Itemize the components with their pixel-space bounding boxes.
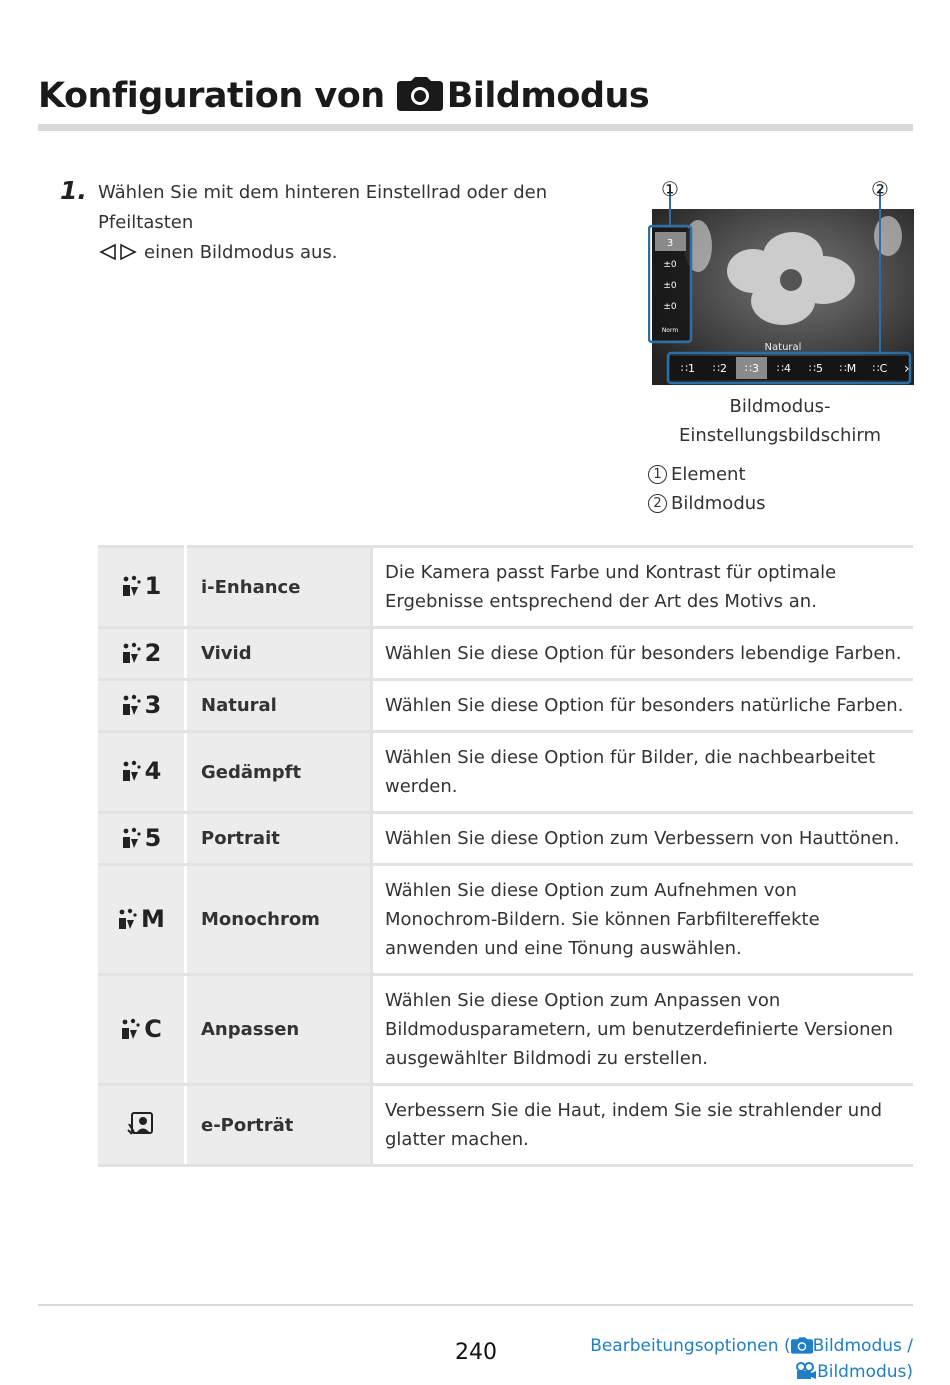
page-number: 240 xyxy=(455,1340,497,1365)
mode-name: Portrait xyxy=(186,813,372,865)
breadcrumb-link[interactable] xyxy=(590,1333,913,1385)
mode-description: Wählen Sie diese Option für Bilder, die nachbearbeitet werden. xyxy=(372,732,914,813)
mode-name: e-Porträt xyxy=(186,1085,372,1166)
page-title-suffix: Bildmodus xyxy=(446,76,650,116)
mode-icon-cell xyxy=(98,813,186,865)
figure-caption-line1: Bildmodus- xyxy=(729,396,831,417)
mode-name: Gedämpft xyxy=(186,732,372,813)
legend-item xyxy=(648,464,746,485)
mode-strip-item[interactable]: ∷1 xyxy=(681,362,695,375)
side-menu-item: ±0 xyxy=(663,281,677,291)
side-menu-item: Norm xyxy=(661,327,679,334)
mode-name: Natural xyxy=(186,680,372,732)
legend-number: 2 xyxy=(648,494,667,513)
camera-icon xyxy=(397,77,443,120)
mode-name: Vivid xyxy=(186,628,372,680)
mode-name: Anpassen xyxy=(186,975,372,1085)
left-right-arrows-icon xyxy=(98,241,138,271)
mode-strip-item[interactable]: ∷4 xyxy=(777,362,791,375)
picture-mode-icon: 1 xyxy=(121,572,162,600)
mode-icon-cell xyxy=(98,732,186,813)
table-row xyxy=(98,628,913,680)
mode-name: i-Enhance xyxy=(186,547,372,628)
mode-icon-cell xyxy=(98,865,186,975)
breadcrumb-prefix: Bearbeitungsoptionen ( xyxy=(590,1336,791,1356)
picture-mode-screen xyxy=(648,176,914,388)
callout-1: ① xyxy=(661,177,679,201)
picture-mode-icon: M xyxy=(117,905,165,933)
legend-number: 1 xyxy=(648,465,667,484)
step-text-line1: Wählen Sie mit dem hinteren Einstellrad oder den Pfeiltasten xyxy=(98,182,548,233)
figure-caption xyxy=(648,392,912,450)
picture-mode-table xyxy=(98,545,913,1167)
mode-icon-cell xyxy=(98,547,186,628)
breadcrumb-line2: Bildmodus) xyxy=(817,1362,913,1382)
picture-mode-icon: 4 xyxy=(121,757,162,785)
chevron-right-icon: › xyxy=(904,361,910,377)
page-title xyxy=(38,76,649,120)
step-text xyxy=(98,178,628,271)
mode-icon-cell xyxy=(98,680,186,732)
mode-strip-item[interactable]: ∷C xyxy=(872,362,888,375)
step-number: 1. xyxy=(60,176,87,205)
mode-description: Verbessern Sie die Haut, indem Sie sie strahlender und glatter machen. xyxy=(372,1085,914,1166)
table-row xyxy=(98,547,913,628)
mode-description: Wählen Sie diese Option zum Anpassen von Bildmodusparametern, um benutzerdefinierte Versionen ausgewählter Bildmodi zu erstellen. xyxy=(372,975,914,1085)
picture-mode-icon: 2 xyxy=(121,639,162,667)
mode-icon-cell xyxy=(98,975,186,1085)
title-rule xyxy=(38,124,913,131)
side-menu-item: ±0 xyxy=(663,302,677,312)
mode-icon-cell xyxy=(98,1085,186,1166)
callout-2: ② xyxy=(871,177,889,201)
figure-caption-line2: Einstellungsbildschirm xyxy=(678,425,882,446)
table-row xyxy=(98,1085,913,1166)
table-row xyxy=(98,813,913,865)
mode-label: Natural xyxy=(764,342,802,353)
side-menu-item: ±0 xyxy=(663,260,677,270)
mode-description: Wählen Sie diese Option für besonders lebendige Farben. xyxy=(372,628,914,680)
table-row xyxy=(98,975,913,1085)
mode-icon-cell xyxy=(98,628,186,680)
mode-description: Die Kamera passt Farbe und Kontrast für optimale Ergebnisse entsprechend der Art des Motivs an. xyxy=(372,547,914,628)
picture-mode-icon: 3 xyxy=(121,691,162,719)
mode-name: Monochrom xyxy=(186,865,372,975)
step-text-line2: einen Bildmodus aus. xyxy=(144,242,338,263)
mode-strip-item[interactable]: ∷M xyxy=(839,362,857,375)
mode-strip-item[interactable]: ∷5 xyxy=(809,362,823,375)
mode-strip-item[interactable]: ∷2 xyxy=(713,362,727,375)
legend-label: Element xyxy=(671,464,746,485)
table-row xyxy=(98,680,913,732)
video-camera-icon xyxy=(795,1362,817,1382)
table-row xyxy=(98,865,913,975)
mode-strip-item[interactable]: ∷3 xyxy=(745,362,759,375)
page-title-prefix: Konfiguration von xyxy=(38,76,385,116)
mode-description: Wählen Sie diese Option für besonders natürliche Farben. xyxy=(372,680,914,732)
e-portrait-icon xyxy=(126,1110,156,1136)
picture-mode-icon: C xyxy=(120,1015,162,1043)
table-row xyxy=(98,732,913,813)
camera-icon xyxy=(791,1336,813,1356)
mode-description: Wählen Sie diese Option zum Verbessern von Hauttönen. xyxy=(372,813,914,865)
legend-item xyxy=(648,493,766,514)
picture-mode-icon: 5 xyxy=(121,824,162,852)
side-menu-item: 3 xyxy=(666,238,674,249)
legend-label: Bildmodus xyxy=(671,493,766,514)
footer-rule xyxy=(38,1304,913,1306)
mode-description: Wählen Sie diese Option zum Aufnehmen von Monochrom-Bildern. Sie können Farbfiltereffekte anwenden und eine Tönung auswählen. xyxy=(372,865,914,975)
breadcrumb-suffix: Bildmodus / xyxy=(812,1336,913,1356)
